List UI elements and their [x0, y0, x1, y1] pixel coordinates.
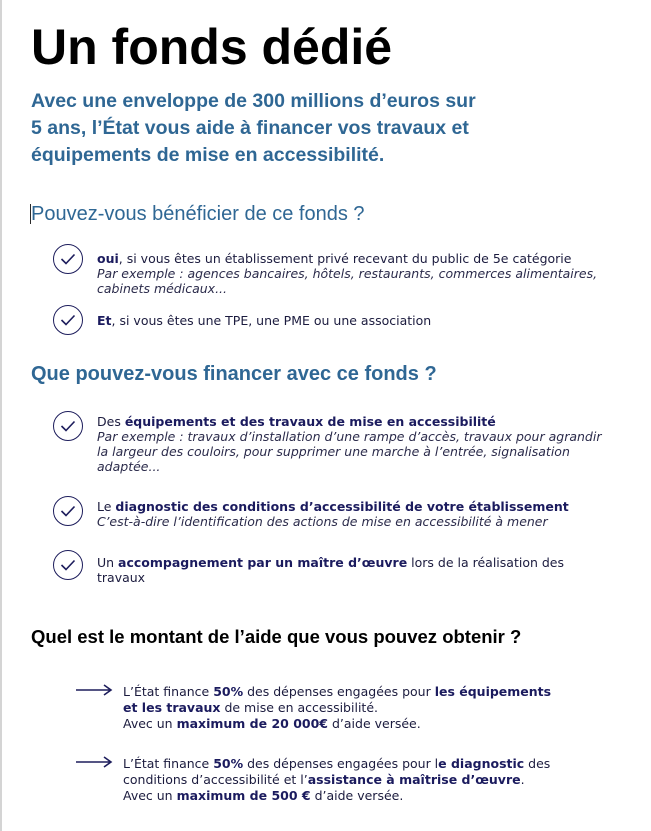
intro-line-3: équipements de mise en accessibilité.: [31, 144, 385, 166]
amount-item-equipment: L’État finance 50% des dépenses engagées pour les équipements et les travaux de mise en accessibilité. Avec un maximum de 20 000€ d’aide versée.: [123, 684, 552, 731]
example-text: adaptée...: [97, 459, 161, 474]
arrow-right-icon: [75, 756, 113, 768]
check-circle-icon: [53, 244, 83, 274]
funding-heading: Que pouvez-vous financer avec ce fonds ?: [31, 363, 437, 385]
check-circle-icon: [53, 411, 83, 441]
intro-text: [31, 88, 621, 169]
example-text: C’est-à-dire l’identification des actions de mise en accessibilité à mener: [97, 514, 548, 529]
intro-line-2: 5 ans, l’État vous aide à financer vos travaux et: [31, 117, 469, 139]
example-text: Par exemple : travaux d’installation d’une rampe d’accès, travaux pour agrandir: [97, 429, 602, 444]
amount-item-diagnostic: L’État finance 50% des dépenses engagées pour le diagnostic des conditions d’accessibilité et l’assistance à maîtrise d’œuvre. Avec un maximum de 500 € d’aide versée.: [123, 756, 551, 803]
funding-item-diagnostic: Le diagnostic des conditions d’accessibilité de votre établissement C’est-à-dire l’identification des actions de mise en accessibilité à mener: [97, 499, 617, 529]
page-title: Un fonds dédié: [31, 19, 393, 75]
check-circle-icon: [53, 305, 83, 335]
example-text: Par exemple : agences bancaires, hôtels, restaurants, commerces alimentaires,: [97, 266, 598, 281]
funding-item-support: Un accompagnement par un maître d’œuvre lors de la réalisation des travaux: [97, 555, 564, 585]
eligibility-item-establishment: oui, si vous êtes un établissement privé recevant du public de 5e catégorie Par exemple : agences bancaires, hôtels, restaurants, commerces alimentaires, cabinets médicaux...: [97, 251, 617, 296]
example-text: cabinets médicaux...: [97, 281, 227, 296]
funding-item-equipment: Des équipements et des travaux de mise en accessibilité Par exemple : travaux d’installation d’une rampe d’accès, travaux pour agrandir la largeur des couloirs, pour supprimer une marche à l’entrée, signalisation adaptée...: [97, 414, 617, 474]
amount-heading: Quel est le montant de l’aide que vous pouvez obtenir ?: [31, 626, 522, 647]
eligibility-heading: Pouvez-vous bénéficier de ce fonds ?: [31, 203, 365, 225]
page-left-edge: [0, 0, 2, 831]
eligibility-item-company: Et, si vous êtes une TPE, une PME ou une association: [97, 313, 432, 328]
check-circle-icon: [53, 496, 83, 526]
intro-line-1: Avec une enveloppe de 300 millions d’euros sur: [31, 90, 476, 112]
check-circle-icon: [53, 550, 83, 580]
arrow-right-icon: [75, 684, 113, 696]
example-text: la largeur des couloirs, pour supprimer une marche à l’entrée, signalisation: [97, 444, 570, 459]
